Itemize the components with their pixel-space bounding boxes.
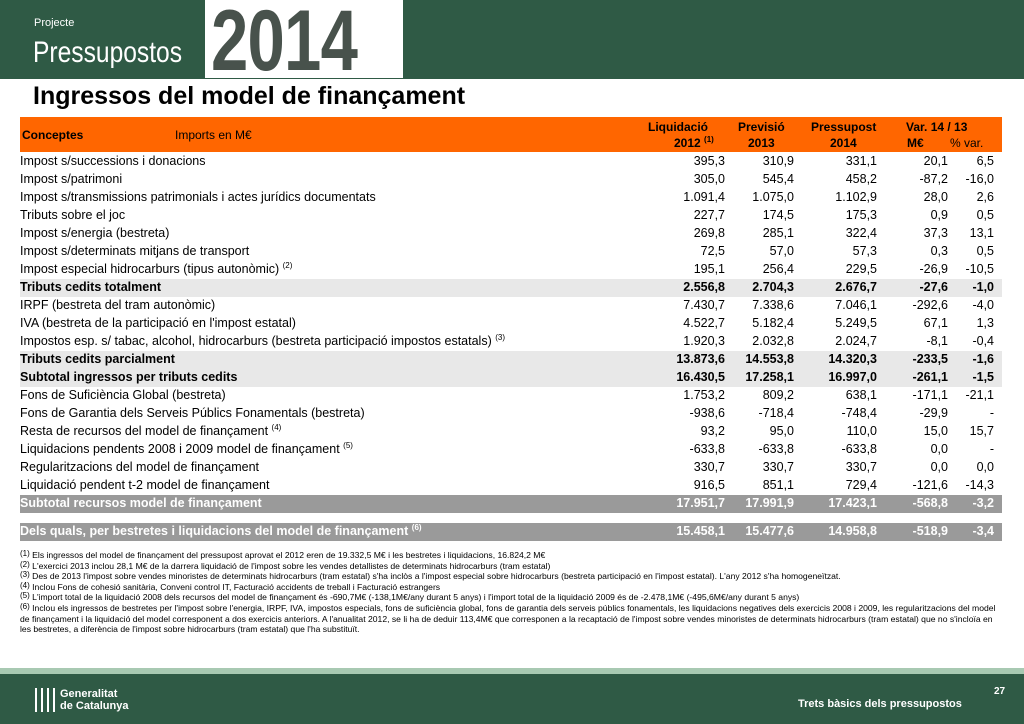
- row-value: 2.704,3: [752, 280, 794, 294]
- row-value: -1,0: [972, 280, 994, 294]
- row-value: 458,2: [845, 172, 877, 186]
- footer-org: [60, 688, 128, 712]
- row-value: 7.338,6: [752, 298, 794, 312]
- row-value: 13,1: [969, 226, 994, 240]
- footer-org-line1: Generalitat: [60, 688, 118, 700]
- row-value: 0,9: [930, 208, 948, 222]
- row-value: 545,4: [762, 172, 794, 186]
- row-value: 916,5: [693, 478, 725, 492]
- row-value: -: [989, 442, 994, 456]
- row-value: -121,6: [912, 478, 948, 492]
- row-label: [20, 478, 269, 492]
- table-row: [20, 315, 1002, 333]
- row-value: 1,3: [976, 316, 994, 330]
- header-col4-b: M€: [907, 136, 924, 150]
- table-row: [20, 207, 1002, 225]
- row-value: 67,1: [923, 316, 948, 330]
- row-value: 57,3: [852, 244, 877, 258]
- row-value: -0,4: [972, 334, 994, 348]
- table-row: [20, 369, 1002, 387]
- generalitat-logo-icon: [35, 688, 55, 712]
- row-label-text: Tributs cedits totalment: [20, 280, 161, 294]
- table-row: [20, 387, 1002, 405]
- row-value: 227,7: [693, 208, 725, 222]
- row-label-text: Liquidacions pendents 2008 i 2009 model de finançament: [20, 442, 340, 456]
- row-value: 2.676,7: [835, 280, 877, 294]
- row-value: 2,6: [976, 190, 994, 204]
- row-value: 809,2: [762, 388, 794, 402]
- row-value: -29,9: [919, 406, 948, 420]
- table-row: [20, 297, 1002, 315]
- row-value: -1,5: [972, 370, 994, 384]
- row-value: -633,8: [758, 442, 794, 456]
- row-value: -10,5: [965, 262, 994, 276]
- row-label-text: Resta de recursos del model de finançament: [20, 424, 269, 438]
- row-value: 851,1: [762, 478, 794, 492]
- row-value: 175,3: [845, 208, 877, 222]
- row-label-text: Impost s/patrimoni: [20, 172, 123, 186]
- row-value: 6,5: [976, 154, 994, 168]
- row-value: -633,8: [689, 442, 725, 456]
- header-units: Imports en M€: [175, 128, 252, 142]
- row-label: [20, 370, 237, 384]
- row-value: 13.873,6: [676, 352, 725, 366]
- footnote: [20, 603, 1002, 635]
- row-value: 269,8: [693, 226, 725, 240]
- row-value: -1,6: [972, 352, 994, 366]
- header-title-word: Pressupostos: [33, 36, 183, 69]
- row-label-text: Fons de Suficiència Global (bestreta): [20, 388, 226, 402]
- row-value: 1.102,9: [835, 190, 877, 204]
- row-value: 7.046,1: [835, 298, 877, 312]
- row-note: (2): [282, 261, 293, 270]
- row-note: (6): [411, 523, 422, 532]
- row-value: 285,1: [762, 226, 794, 240]
- footnote-text: L'import total de la liquidació 2008 dels recursos del model de finançament és -690,7M€ (-138,1M€/any durant 5 anys) i l'import total de la liquidació 2009 és de -2.478,1M€ (-495,6M€/any durant 5 anys): [32, 592, 800, 603]
- row-label-text: Subtotal ingressos per tributs cedits: [20, 370, 238, 384]
- footnote: [20, 561, 1002, 572]
- row-value: 330,7: [762, 460, 794, 474]
- row-value: -27,6: [919, 280, 948, 294]
- row-value: 93,2: [700, 424, 725, 438]
- row-value: -938,6: [689, 406, 725, 420]
- footnotes: [20, 550, 1002, 635]
- header-col3-b: 2014: [830, 136, 857, 150]
- row-value: 14.958,8: [828, 524, 877, 538]
- table-header: [20, 117, 1002, 152]
- row-value: 14.553,8: [745, 352, 794, 366]
- row-value: -171,1: [912, 388, 948, 402]
- table-row: [20, 351, 1002, 369]
- footer-org-line2: de Catalunya: [60, 700, 129, 712]
- row-label-text: Impost s/transmissions patrimonials i actes jurídics documentats: [20, 190, 376, 204]
- footnote-text: L'exercici 2013 inclou 28,1 M€ de la darrera liquidació de l'impost sobre les vendes detallistes de determinats hidrocarburs (tram estatal): [32, 560, 551, 571]
- footnote: [20, 592, 1002, 603]
- footnote: [20, 582, 1002, 593]
- row-value: 729,4: [845, 478, 877, 492]
- row-value: 331,1: [845, 154, 877, 168]
- table-row: [20, 405, 1002, 423]
- footnote-text: Des de 2013 l'impost sobre vendes minoristes de determinats hidrocarburs (tram estatal) s'ha inclòs a l'impost especial sobre hidrocarburs (bestreta participació en l'impost estatal). L'any 2012 s'ha homogeneïtzat.: [32, 571, 841, 582]
- year-box: [205, 0, 403, 78]
- row-value: 322,4: [845, 226, 877, 240]
- row-value: 0,0: [930, 442, 948, 456]
- row-label-text: Fons de Garantia dels Serveis Públics Fonamentals (bestreta): [20, 406, 365, 420]
- row-value: 110,0: [846, 424, 877, 438]
- row-label-text: Regularitzacions del model de finançament: [20, 460, 260, 474]
- table-row: [20, 523, 1002, 541]
- page-title: Ingressos del model de finançament: [33, 82, 466, 110]
- row-value: 37,3: [923, 226, 948, 240]
- row-label: [20, 226, 169, 240]
- row-value: 95,0: [769, 424, 794, 438]
- row-value: -14,3: [965, 478, 994, 492]
- row-label: [20, 154, 206, 168]
- row-value: 638,1: [845, 388, 877, 402]
- row-value: 330,7: [845, 460, 877, 474]
- table-row: [20, 477, 1002, 495]
- row-value: 57,0: [769, 244, 794, 258]
- header-col1-a: Liquidació: [648, 120, 708, 134]
- row-label: [20, 172, 122, 186]
- row-value: 0,3: [930, 244, 948, 258]
- page-number: 27: [994, 686, 1006, 697]
- row-value: 1.091,4: [683, 190, 725, 204]
- row-value: 256,4: [762, 262, 794, 276]
- footnote-marker: (2): [20, 559, 30, 569]
- table-row: [20, 261, 1002, 279]
- row-value: 0,5: [976, 244, 994, 258]
- row-value: 15.477,6: [745, 524, 794, 538]
- row-value: 330,7: [693, 460, 725, 474]
- row-label-text: Subtotal recursos model de finançament: [20, 496, 262, 510]
- row-label: [20, 280, 161, 294]
- row-value: 2.024,7: [835, 334, 877, 348]
- footer-caption: Trets bàsics dels pressupostos: [798, 698, 962, 710]
- table-row: [20, 495, 1002, 513]
- row-value: -633,8: [841, 442, 877, 456]
- revenue-table: [20, 117, 1002, 544]
- row-label: [20, 316, 296, 330]
- row-value: 72,5: [700, 244, 725, 258]
- row-value: 20,1: [923, 154, 948, 168]
- row-label: [20, 388, 226, 402]
- row-value: 4.522,7: [683, 316, 725, 330]
- row-label: [20, 352, 175, 366]
- row-label-text: Impost s/energia (bestreta): [20, 226, 170, 240]
- row-label-text: Dels quals, per bestretes i liquidacions del model de finançament: [20, 524, 409, 538]
- table-row: [20, 441, 1002, 459]
- row-value: 0,5: [976, 208, 994, 222]
- row-label: [20, 424, 281, 438]
- row-value: -748,4: [841, 406, 877, 420]
- row-value: -233,5: [912, 352, 948, 366]
- row-value: 15,0: [923, 424, 948, 438]
- row-label: [20, 208, 125, 222]
- table-row: [20, 225, 1002, 243]
- footnote-marker: (5): [20, 591, 30, 601]
- row-value: 5.182,4: [752, 316, 794, 330]
- row-value: 395,3: [693, 154, 725, 168]
- row-value: -3,2: [972, 496, 994, 510]
- row-value: 17.258,1: [745, 370, 794, 384]
- header-col2-b: 2013: [748, 136, 775, 150]
- row-value: 16.430,5: [676, 370, 725, 384]
- header-kicker: Projecte: [34, 17, 75, 29]
- row-value: 14.320,3: [828, 352, 877, 366]
- row-label: [20, 334, 505, 348]
- footnote-marker: (6): [20, 601, 30, 611]
- table-row: [20, 459, 1002, 477]
- row-value: 7.430,7: [683, 298, 725, 312]
- header-col4-c: % var.: [950, 136, 984, 150]
- row-label-text: Impost s/successions i donacions: [20, 154, 206, 168]
- row-value: -16,0: [965, 172, 994, 186]
- row-value: 1.920,3: [683, 334, 725, 348]
- row-value: 5.249,5: [835, 316, 877, 330]
- row-note: (5): [343, 441, 353, 450]
- row-label-text: Tributs cedits parcialment: [20, 352, 175, 366]
- table-row: [20, 153, 1002, 171]
- row-value: 1.753,2: [683, 388, 725, 402]
- header-band: [0, 0, 1024, 79]
- footnote: [20, 571, 1002, 582]
- row-value: 1.075,0: [752, 190, 794, 204]
- row-value: 2.556,8: [683, 280, 725, 294]
- footnote-text: Inclou els ingressos de bestretes per l'impost sobre l'energia, IRPF, IVA, impostos especials, fons de suficiència global, fons de garantia dels serveis públics fonamentals, les liquidacions negatives dels exercicis 2008 i 2009, les regularitzacions del model de finançament i la liquidació del model corresponent a dos exercicis anteriors. A l'anualitat 2012, se li ha de deduir 113,4M€ que corresponen a la recaptació de l'impost sobre vendes minoristes de determinats hidrocarburs (tram estatal) que no s'incloïa en les bestretes, a diferència de l'impost sobre hidrocarburs (tram estatal) que l'ha substituït.: [20, 602, 996, 635]
- row-value: -3,4: [972, 524, 994, 538]
- row-label: [20, 442, 353, 456]
- row-value: 15,7: [969, 424, 994, 438]
- row-value: -568,8: [912, 496, 948, 510]
- row-value: 305,0: [693, 172, 725, 186]
- footnote-marker: (3): [20, 570, 30, 580]
- header-col4-a: Var. 14 / 13: [906, 120, 968, 134]
- footnote-text: Els ingressos del model de finançament del pressupost aprovat el 2012 eren de 19.332,5 M€ i les bestretes i liquidacions, 16.824,2 M€: [32, 550, 546, 560]
- row-note: (4): [271, 423, 282, 432]
- table-row: [20, 333, 1002, 351]
- row-label: [20, 298, 215, 312]
- header-col1-b: 2012 $^{(1)}$: [674, 135, 714, 150]
- row-label: [20, 190, 376, 204]
- row-label-text: Impostos esp. s/ tabac, alcohol, hidrocarburs (bestreta participació impostos estatals): [20, 334, 492, 348]
- row-value: 15.458,1: [676, 524, 725, 538]
- row-label-text: Tributs sobre el joc: [20, 208, 126, 222]
- row-value: -8,1: [926, 334, 948, 348]
- row-label-text: Liquidació pendent t-2 model de finançament: [20, 478, 270, 492]
- table-row: [20, 243, 1002, 261]
- header-col1-note: (1): [704, 135, 714, 144]
- table-row: [20, 189, 1002, 207]
- row-value: -: [989, 406, 994, 420]
- footnote-marker: (1): [20, 549, 30, 558]
- row-label: [20, 460, 259, 474]
- row-value: 16.997,0: [828, 370, 877, 384]
- header-col2-a: Previsió: [738, 120, 785, 134]
- row-value: -718,4: [758, 406, 794, 420]
- row-value: -26,9: [919, 262, 948, 276]
- header-concepts: Conceptes: [22, 128, 84, 142]
- row-note: (3): [495, 333, 506, 342]
- row-value: 17.991,9: [745, 496, 794, 510]
- row-value: -4,0: [972, 298, 994, 312]
- row-value: 2.032,8: [752, 334, 794, 348]
- row-value: 195,1: [693, 262, 725, 276]
- row-value: 229,5: [845, 262, 877, 276]
- row-label-text: Impost s/determinats mitjans de transport: [20, 244, 250, 258]
- row-value: 310,9: [762, 154, 794, 168]
- row-label: [20, 406, 365, 420]
- table-row: [20, 171, 1002, 189]
- row-value: -261,1: [912, 370, 948, 384]
- row-value: -87,2: [919, 172, 948, 186]
- row-value: 17.423,1: [828, 496, 877, 510]
- table-row: [20, 423, 1002, 441]
- footnote: [20, 550, 1002, 561]
- footnote-marker: (4): [20, 580, 30, 590]
- row-value: -21,1: [965, 388, 994, 402]
- header-year: 2014: [211, 0, 358, 78]
- row-label-text: Impost especial hidrocarburs (tipus autonòmic): [20, 262, 280, 276]
- row-label: [20, 262, 292, 276]
- footnote-text: Inclou Fons de cohesió sanitària, Conveni control IT, Facturació accidents de treball i Facturació estrangers: [32, 581, 441, 592]
- row-value: 174,5: [762, 208, 794, 222]
- row-label: [20, 496, 262, 510]
- row-value: 0,0: [930, 460, 948, 474]
- row-label-text: IVA (bestreta de la participació en l'impost estatal): [20, 316, 296, 330]
- row-label: [20, 524, 422, 538]
- table-row: [20, 279, 1002, 297]
- row-value: -292,6: [912, 298, 948, 312]
- header-col3-a: Pressupost: [811, 120, 877, 134]
- row-value: 28,0: [923, 190, 948, 204]
- row-value: 17.951,7: [676, 496, 725, 510]
- row-label: [20, 244, 249, 258]
- row-label-text: IRPF (bestreta del tram autonòmic): [20, 298, 216, 312]
- row-value: -518,9: [912, 524, 948, 538]
- row-value: 0,0: [976, 460, 994, 474]
